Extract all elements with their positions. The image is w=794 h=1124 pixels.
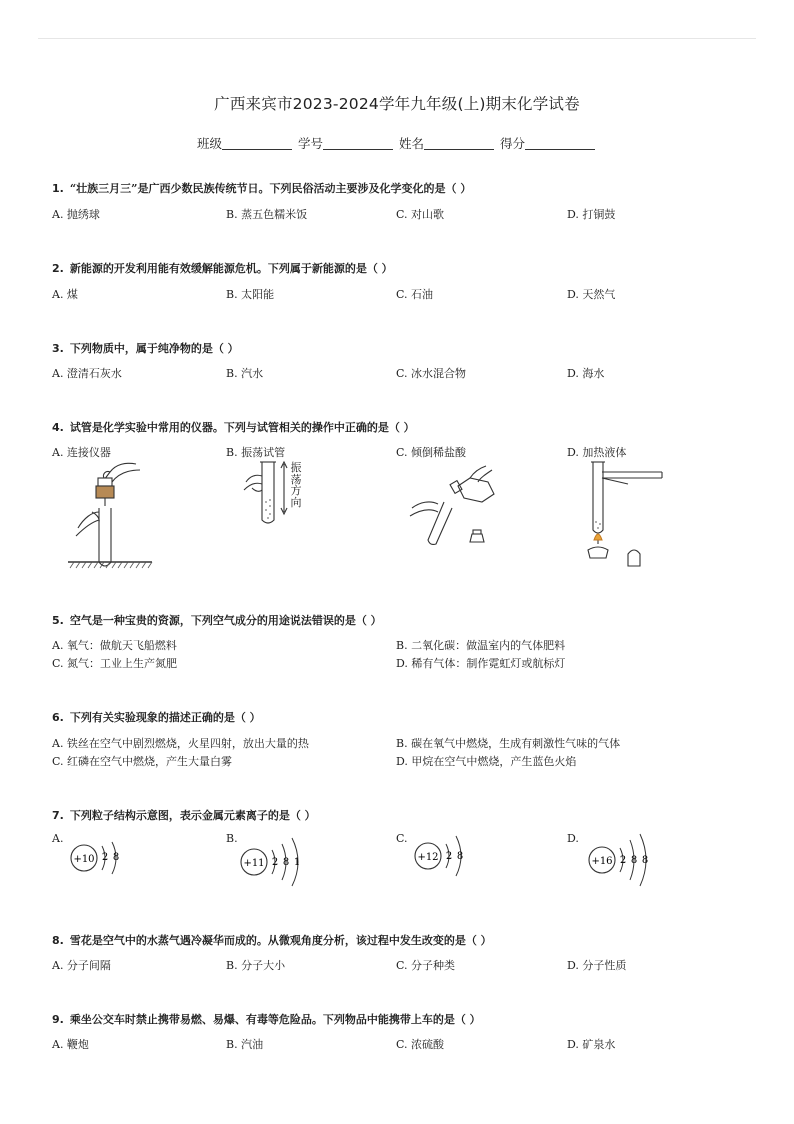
question-text: 雪花是空气中的水蒸气遇冷凝华而成的。从微观角度分析，该过程中发生改变的是（ ）: [69, 934, 492, 947]
atom-diagram-b: [238, 836, 318, 892]
name-label: 姓名: [398, 136, 424, 151]
option-c: C. 氮气：工业上生产氮肥: [52, 657, 178, 670]
question-number: 8.: [52, 934, 64, 947]
shell-electrons: 8: [641, 855, 649, 866]
question-7: [52, 807, 316, 823]
option-c: C. 对山歌: [396, 208, 445, 221]
question-text: 下列有关实验现象的描述正确的是（ ）: [69, 711, 261, 724]
option-b: B. 汽油: [226, 1038, 264, 1051]
option-d: D. 分子性质: [567, 959, 627, 972]
shake-char: 荡: [290, 472, 302, 486]
option-d: D. 稀有气体：制作霓虹灯或航标灯: [396, 657, 566, 670]
question-text: 试管是化学实验中常用的仪器。下列与试管相关的操作中正确的是（ ）: [69, 421, 415, 434]
option-b: B. 蒸五色糯米饭: [226, 208, 308, 221]
atom-diagram-d: [586, 832, 668, 888]
question-1: [52, 180, 471, 196]
question-text: 下列粒子结构示意图，表示金属元素离子的是（ ）: [69, 809, 316, 822]
option-b: B. 振荡试管: [226, 446, 286, 459]
shell-electrons: 2: [619, 855, 627, 866]
id-blank[interactable]: [323, 137, 393, 150]
shell-electrons: 8: [456, 851, 464, 862]
question-number: 5.: [52, 614, 64, 627]
shell-electrons: 8: [112, 852, 120, 863]
atom-diagram-c: [412, 832, 482, 880]
question-text: 空气是一种宝贵的资源，下列空气成分的用途说法错误的是（ ）: [69, 614, 382, 627]
header-divider: [38, 38, 756, 39]
option-b: B. 分子大小: [226, 959, 286, 972]
option-d: D.: [567, 832, 579, 845]
option-d: D. 加热液体: [567, 446, 627, 459]
option-c: C. 红磷在空气中燃烧，产生大量白雾: [52, 755, 233, 768]
figure-pour-acid: [408, 458, 504, 554]
option-a: A. 分子间隔: [52, 959, 111, 972]
page-title: 广西来宾市2023-2024学年九年级(上)期末化学试卷: [214, 95, 580, 113]
nucleus-charge: +12: [417, 852, 439, 863]
option-a: A. 煤: [52, 288, 78, 301]
question-text: 乘坐公交车时禁止携带易燃、易爆、有毒等危险品。下列物品中能携带上车的是（ ）: [69, 1013, 481, 1026]
question-5: [52, 612, 382, 628]
shake-char: 向: [290, 495, 302, 509]
option-b: B. 汽水: [226, 367, 264, 380]
option-c: C. 倾倒稀盐酸: [396, 446, 467, 459]
id-label: 学号: [297, 136, 323, 151]
question-number: 4.: [52, 421, 64, 434]
question-3: [52, 340, 239, 356]
option-a: A. 鞭炮: [52, 1038, 89, 1051]
question-4: [52, 419, 415, 435]
option-d: D. 海水: [567, 367, 605, 380]
option-c: C. 分子种类: [396, 959, 456, 972]
option-b: B. 太阳能: [226, 288, 275, 301]
nucleus-charge: +11: [243, 858, 265, 869]
student-info-line: [0, 134, 794, 152]
option-a: A. 连接仪器: [52, 446, 111, 459]
option-b: B.: [226, 832, 238, 845]
option-a: A.: [52, 832, 64, 845]
shell-electrons: 2: [271, 857, 279, 868]
name-blank[interactable]: [424, 137, 494, 150]
option-a: A. 铁丝在空气中剧烈燃烧，火星四射，放出大量的热: [52, 737, 309, 750]
question-number: 7.: [52, 809, 64, 822]
option-c: C. 石油: [396, 288, 434, 301]
score-label: 得分: [499, 136, 525, 151]
option-d: D. 矿泉水: [567, 1038, 616, 1051]
option-a: A. 抛绣球: [52, 208, 100, 221]
shell-electrons: 8: [630, 855, 638, 866]
question-9: [52, 1011, 481, 1027]
question-number: 2.: [52, 262, 64, 275]
option-c: C. 冰水混合物: [396, 367, 467, 380]
question-text: 新能源的开发利用能有效缓解能源危机。下列属于新能源的是（ ）: [69, 262, 393, 275]
nucleus-charge: +10: [73, 854, 95, 865]
question-2: [52, 260, 393, 276]
class-label: 班级: [196, 136, 222, 151]
score-blank[interactable]: [525, 137, 595, 150]
option-d: D. 天然气: [567, 288, 616, 301]
option-b: B. 二氧化碳：做温室内的气体肥料: [396, 639, 566, 652]
atom-diagram-a: [68, 836, 138, 880]
question-number: 9.: [52, 1013, 64, 1026]
figure-heat-liquid: [582, 458, 674, 570]
shell-electrons: 2: [445, 851, 453, 862]
shake-char: 方: [290, 484, 302, 497]
shake-direction-label: [290, 462, 302, 508]
option-d: D. 打铜鼓: [567, 208, 616, 221]
option-c: C.: [396, 832, 408, 845]
option-a: A. 氧气：做航天飞船燃料: [52, 639, 177, 652]
shell-electrons: 8: [282, 857, 290, 868]
option-a: A. 澄清石灰水: [52, 367, 122, 380]
question-text: “壮族三月三”是广西少数民族传统节日。下列民俗活动主要涉及化学变化的是（ ）: [69, 182, 472, 195]
question-text: 下列物质中，属于纯净物的是（ ）: [69, 342, 239, 355]
class-blank[interactable]: [222, 137, 292, 150]
option-d: D. 甲烷在空气中燃烧，产生蓝色火焰: [396, 755, 577, 768]
shell-electrons: 2: [101, 852, 109, 863]
question-number: 1.: [52, 182, 64, 195]
question-6: [52, 709, 261, 725]
nucleus-charge: +16: [591, 856, 613, 867]
figure-connect-apparatus: [66, 458, 156, 570]
question-8: [52, 932, 492, 948]
question-number: 6.: [52, 711, 64, 724]
option-c: C. 浓硫酸: [396, 1038, 445, 1051]
question-number: 3.: [52, 342, 64, 355]
shell-electrons: 1: [293, 857, 301, 868]
option-b: B. 碳在氧气中燃烧，生成有刺激性气味的气体: [396, 737, 621, 750]
shake-char: 振: [290, 461, 302, 474]
